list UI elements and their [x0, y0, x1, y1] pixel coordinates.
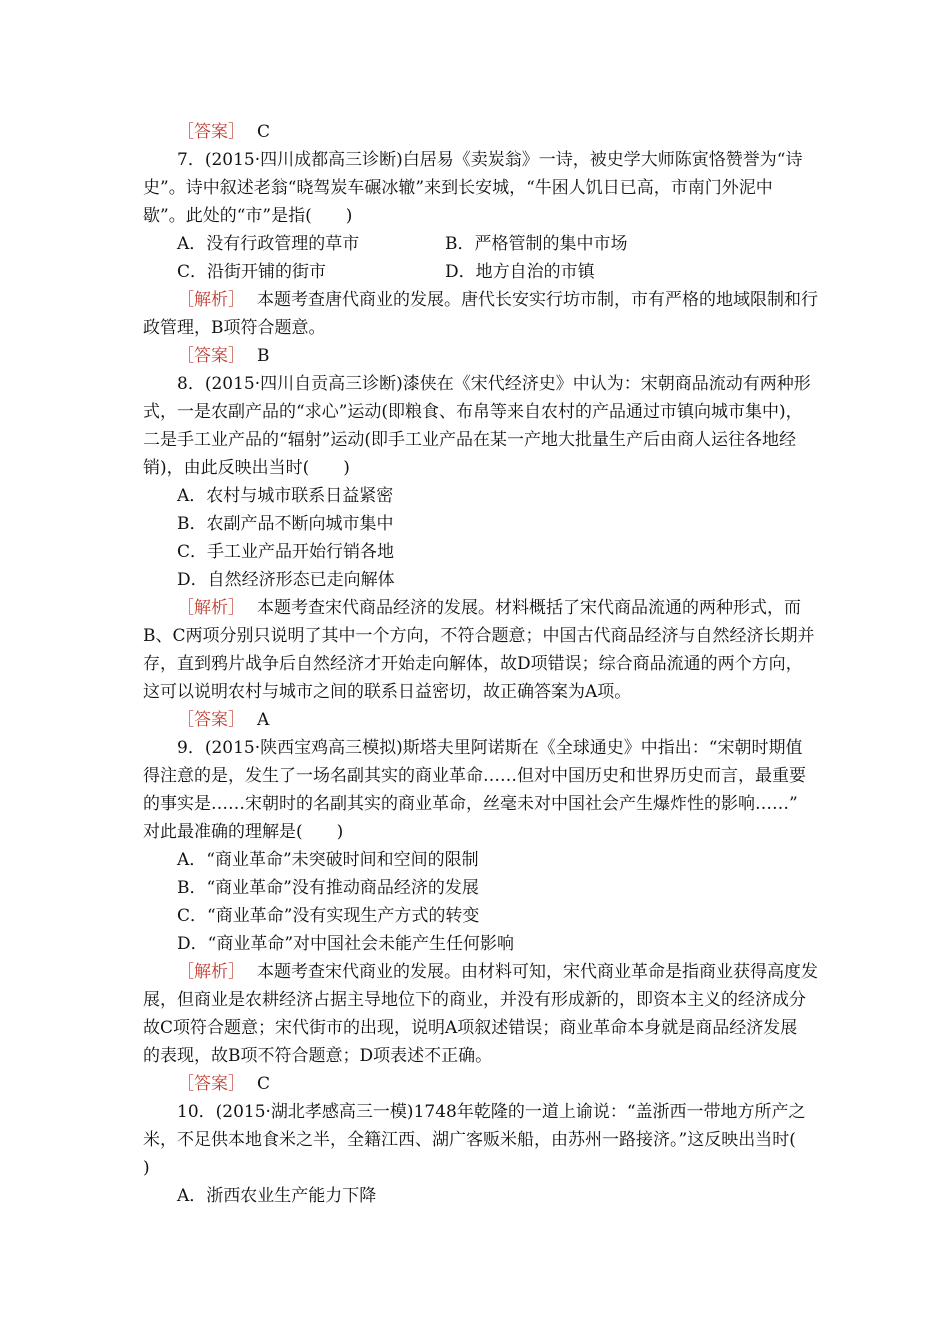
option-b: B．严格管制的集中市场: [445, 234, 628, 254]
question-10-stem-line: ): [143, 1158, 150, 1178]
analysis-line: B、C两项分别只说明了其中一个方向，不符合题意；中国古代商品经济与自然经济长期并: [143, 626, 815, 646]
answer-value: B: [257, 346, 270, 366]
question-9-stem-line: 的事实是……宋朝时的名副其实的商业革命，丝毫未对中国社会产生爆炸性的影响……”: [143, 794, 798, 814]
analysis-line: 的表现，故B项不符合题意；D项表述不正确。: [143, 1046, 493, 1066]
question-8-stem-line: 式，一是农副产品的“求心”运动(即粮食、布帛等来自农村的产品通过市镇向城市集中)，: [143, 402, 803, 422]
option-d: D．自然经济形态已走向解体: [177, 570, 395, 590]
analysis-tag: ［解析］: [177, 290, 245, 310]
analysis-line: 这可以说明农村与城市之间的联系日益密切，故正确答案为A项。: [143, 682, 632, 702]
analysis-tag: ［解析］: [177, 598, 245, 618]
question-9-stem-line: 9．(2015·陕西宝鸡高三模拟)斯塔夫里阿诺斯在《全球通史》中指出：“宋朝时期值: [177, 738, 803, 758]
answer-line: [143, 1070, 810, 1098]
answer-value: C: [257, 1074, 271, 1094]
option-c: C．沿街开铺的街市: [177, 262, 327, 282]
analysis-line: [143, 958, 818, 986]
option-c: C．“商业革命”没有实现生产方式的转变: [177, 906, 480, 926]
analysis-text: 本题考查宋代商品经济的发展。材料概括了宋代商品流通的两种形式，而: [257, 598, 801, 618]
answer-line: [143, 706, 810, 734]
option-b: B．“商业革命”没有推动商品经济的发展: [177, 878, 479, 898]
analysis-text: 本题考查唐代商业的发展。唐代长安实行坊市制，市有严格的地域限制和行: [257, 290, 818, 310]
question-9-stem-line: 对此最准确的理解是( ): [143, 822, 344, 842]
option-a: A．浙西农业生产能力下降: [177, 1186, 377, 1206]
option-a: A．“商业革命”未突破时间和空间的限制: [177, 850, 479, 870]
analysis-tag: ［解析］: [177, 962, 245, 982]
option-d: D．“商业革命”对中国社会未能产生任何影响: [177, 934, 515, 954]
question-8-stem-line: 销)，由此反映出当时( ): [143, 458, 350, 478]
option-c: C．手工业产品开始行销各地: [177, 542, 395, 562]
question-8-stem-line: 二是手工业产品的“辐射”运动(即手工业产品在某一产地大批量生产后由商人运往各地经: [143, 430, 797, 450]
analysis-line: 政管理，B项符合题意。: [143, 318, 326, 338]
answer-tag: ［答案］: [177, 122, 245, 142]
question-10-stem-line: 10．(2015·湖北孝感高三一模)1748年乾隆的一道上谕说：“盖浙西一带地方所产之: [177, 1102, 806, 1122]
analysis-line: 展，但商业是农耕经济占据主导地位下的商业，并没有形成新的，即资本主义的经济成分: [143, 990, 806, 1010]
analysis-line: [143, 594, 810, 622]
analysis-line: 存，直到鸦片战争后自然经济才开始走向解体，故D项错误；综合商品流通的两个方向，: [143, 654, 803, 674]
option-a: A．没有行政管理的草市: [177, 234, 360, 254]
option-a: A．农村与城市联系日益紧密: [177, 486, 394, 506]
answer-tag: ［答案］: [177, 346, 245, 366]
question-8-stem-line: 8．(2015·四川自贡高三诊断)漆侠在《宋代经济史》中认为：宋朝商品流动有两种形: [177, 374, 811, 394]
analysis-line: 故C项符合题意；宋代街市的出现，说明A项叙述错误；商业革命本身就是商品经济发展: [143, 1018, 798, 1038]
answer-line: [143, 118, 810, 146]
option-d: D．地方自治的市镇: [445, 262, 595, 282]
question-7-stem-line: 史”。诗中叙述老翁“晓驾炭车碾冰辙”来到长安城，“牛困人饥日已高，市南门外泥中: [143, 178, 773, 198]
answer-value: A: [257, 710, 270, 730]
question-content: [143, 118, 818, 1210]
answer-value: C: [257, 122, 271, 142]
analysis-line: [143, 286, 818, 314]
question-7-options-row: [143, 230, 810, 258]
question-7-stem-line: 7．(2015·四川成都高三诊断)白居易《卖炭翁》一诗，被史学大师陈寅恪赞誉为“诗: [177, 150, 803, 170]
answer-tag: ［答案］: [177, 710, 245, 730]
question-7-options-row: [143, 258, 810, 286]
answer-line: [143, 342, 810, 370]
question-9-stem-line: 得注意的是，发生了一场名副其实的商业革命……但对中国历史和世界历史而言，最重要: [143, 766, 806, 786]
option-b: B．农副产品不断向城市集中: [177, 514, 394, 534]
answer-tag: ［答案］: [177, 1074, 245, 1094]
question-7-stem-line: 歇”。此处的“市”是指( ): [143, 206, 353, 226]
question-10-stem-line: 米，不足供本地食米之半，全籍江西、湖广客贩米船，由苏州一路接济。”这反映出当时(: [143, 1130, 796, 1150]
analysis-text: 本题考查宋代商业的发展。由材料可知，宋代商业革命是指商业获得高度发: [257, 962, 818, 982]
